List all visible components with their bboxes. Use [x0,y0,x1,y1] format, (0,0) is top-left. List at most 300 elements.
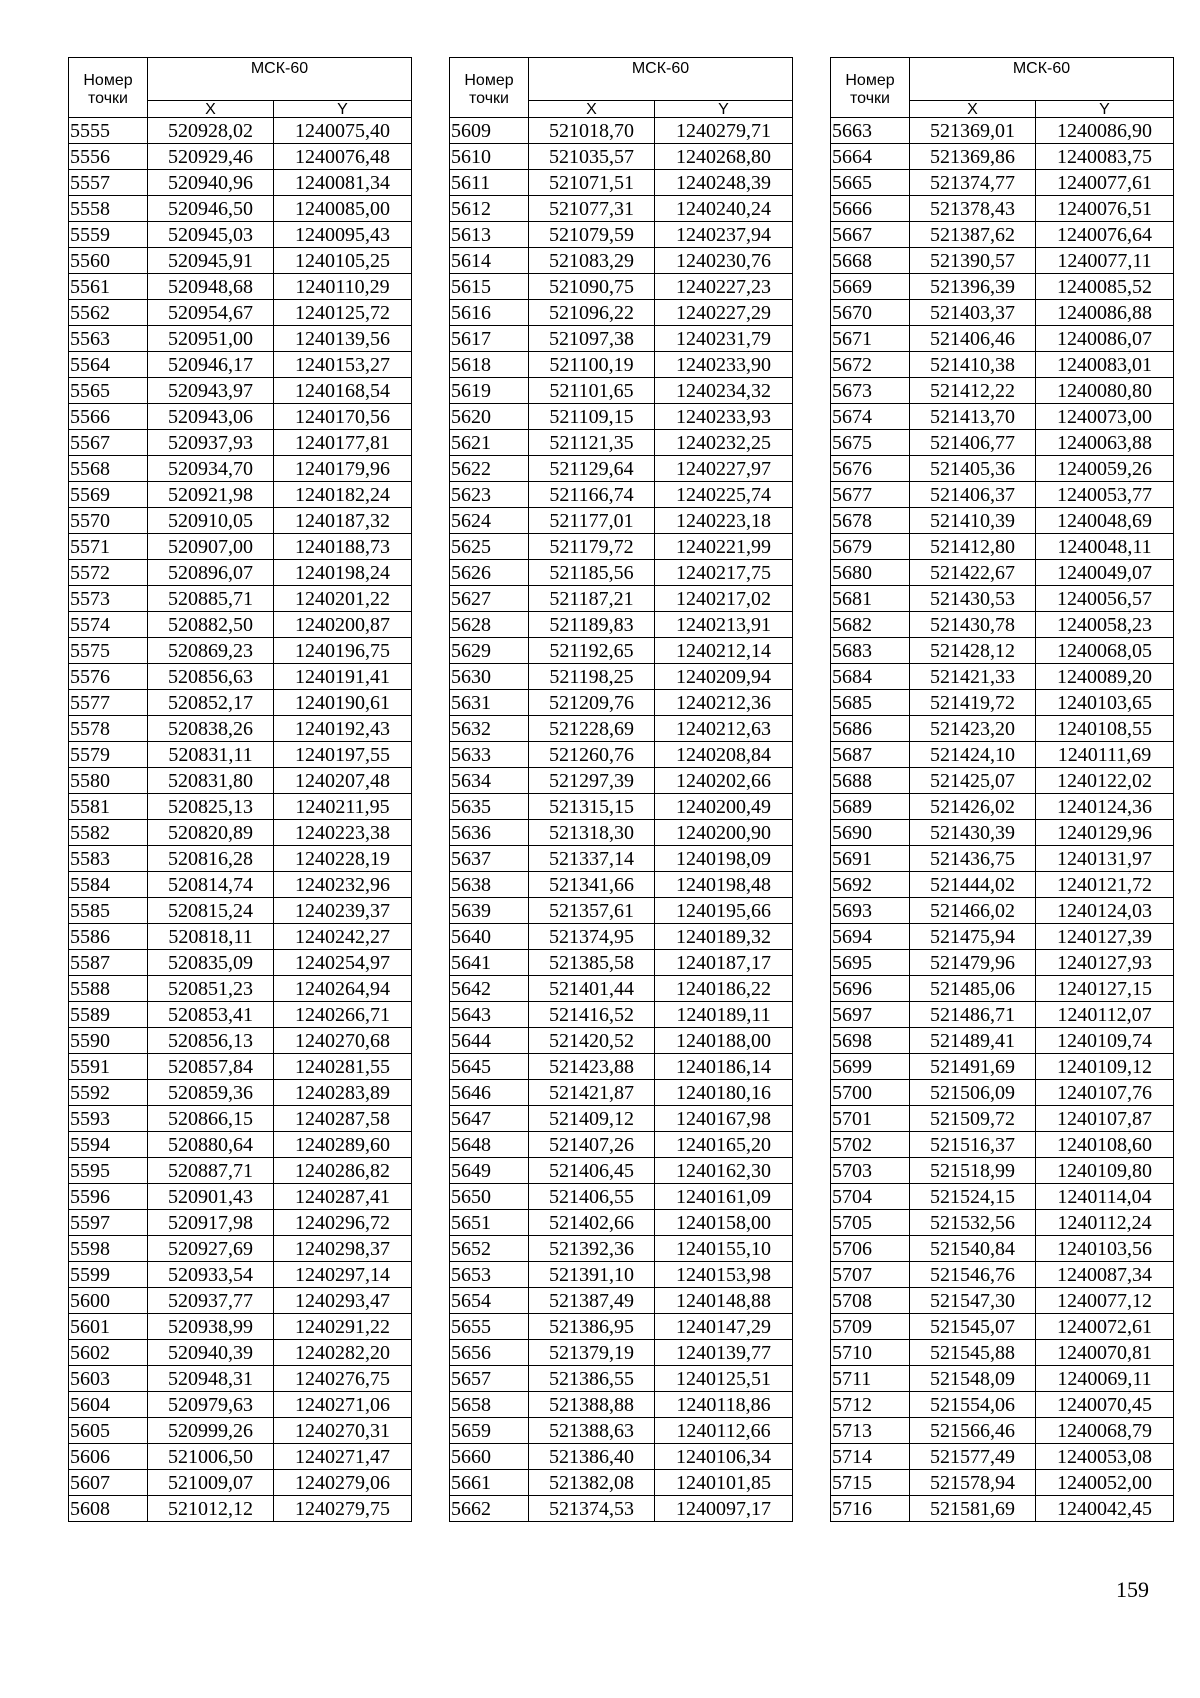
x-coordinate-cell: 521369,01 [910,118,1036,144]
y-coordinate-cell: 1240233,90 [655,352,793,378]
y-coordinate-cell: 1240287,58 [274,1106,412,1132]
table-row [831,118,1174,144]
y-coordinate-cell: 1240239,37 [274,898,412,924]
table-row [831,768,1174,794]
point-number-cell: 5571 [69,534,148,560]
x-coordinate-cell: 520882,50 [148,612,274,638]
x-coordinate-cell: 521581,69 [910,1496,1036,1522]
point-number-cell: 5655 [450,1314,529,1340]
point-number-cell: 5677 [831,482,910,508]
table-row [450,404,793,430]
table-row [831,1054,1174,1080]
x-coordinate-cell: 521423,20 [910,716,1036,742]
table-row [831,1496,1174,1522]
point-number-cell: 5701 [831,1106,910,1132]
point-number-cell: 5647 [450,1106,529,1132]
x-coordinate-cell: 520948,68 [148,274,274,300]
table-row [69,1236,412,1262]
point-number-cell: 5699 [831,1054,910,1080]
table-row [69,742,412,768]
x-coordinate-cell: 521421,33 [910,664,1036,690]
table-row [450,144,793,170]
x-coordinate-cell: 521546,76 [910,1262,1036,1288]
table-row [831,1132,1174,1158]
point-number-cell: 5606 [69,1444,148,1470]
y-coordinate-cell: 1240076,48 [274,144,412,170]
y-coordinate-cell: 1240042,45 [1036,1496,1174,1522]
x-coordinate-cell: 520907,00 [148,534,274,560]
point-number-cell: 5704 [831,1184,910,1210]
point-number-cell: 5570 [69,508,148,534]
table-row [831,1340,1174,1366]
point-number-cell: 5711 [831,1366,910,1392]
x-header: X [910,101,1036,118]
y-coordinate-cell: 1240200,87 [274,612,412,638]
y-coordinate-cell: 1240208,84 [655,742,793,768]
y-coordinate-cell: 1240155,10 [655,1236,793,1262]
point-number-cell: 5574 [69,612,148,638]
x-coordinate-cell: 520816,28 [148,846,274,872]
x-coordinate-cell: 520946,17 [148,352,274,378]
table-row [69,1366,412,1392]
point-number-cell: 5688 [831,768,910,794]
point-number-cell: 5687 [831,742,910,768]
x-coordinate-cell: 521096,22 [529,300,655,326]
x-coordinate-cell: 521396,39 [910,274,1036,300]
y-coordinate-cell: 1240177,81 [274,430,412,456]
point-number-cell: 5656 [450,1340,529,1366]
point-number-cell: 5715 [831,1470,910,1496]
point-number-cell: 5697 [831,1002,910,1028]
table-row [69,1262,412,1288]
y-coordinate-cell: 1240056,57 [1036,586,1174,612]
point-number-cell: 5614 [450,248,529,274]
point-number-cell: 5707 [831,1262,910,1288]
y-coordinate-cell: 1240268,80 [655,144,793,170]
point-number-cell: 5653 [450,1262,529,1288]
y-coordinate-cell: 1240212,63 [655,716,793,742]
x-coordinate-cell: 521466,02 [910,898,1036,924]
table-row [450,1470,793,1496]
table-row [450,326,793,352]
table-row [450,716,793,742]
table-row [450,1210,793,1236]
point-number-cell: 5562 [69,300,148,326]
x-coordinate-cell: 521185,56 [529,560,655,586]
x-coordinate-cell: 521518,99 [910,1158,1036,1184]
y-coordinate-cell: 1240114,04 [1036,1184,1174,1210]
point-number-cell: 5694 [831,924,910,950]
table-row [831,1392,1174,1418]
point-number-cell: 5673 [831,378,910,404]
x-coordinate-cell: 521177,01 [529,508,655,534]
y-coordinate-cell: 1240242,27 [274,924,412,950]
point-number-cell: 5629 [450,638,529,664]
table-row [450,430,793,456]
y-coordinate-cell: 1240186,22 [655,976,793,1002]
y-coordinate-cell: 1240122,02 [1036,768,1174,794]
point-number-cell: 5576 [69,664,148,690]
point-number-cell: 5621 [450,430,529,456]
y-coordinate-cell: 1240109,80 [1036,1158,1174,1184]
point-number-cell: 5600 [69,1288,148,1314]
point-number-cell: 5681 [831,586,910,612]
table-row [69,1288,412,1314]
y-coordinate-cell: 1240207,48 [274,768,412,794]
x-coordinate-cell: 521489,41 [910,1028,1036,1054]
x-header: X [529,101,655,118]
table-row [831,300,1174,326]
table-row [831,1080,1174,1106]
y-coordinate-cell: 1240234,32 [655,378,793,404]
x-coordinate-cell: 520917,98 [148,1210,274,1236]
y-coordinate-cell: 1240110,29 [274,274,412,300]
y-coordinate-cell: 1240129,96 [1036,820,1174,846]
point-number-cell: 5668 [831,248,910,274]
y-coordinate-cell: 1240179,96 [274,456,412,482]
x-coordinate-cell: 521129,64 [529,456,655,482]
x-coordinate-cell: 521388,88 [529,1392,655,1418]
x-coordinate-cell: 521187,21 [529,586,655,612]
table-row [450,456,793,482]
x-coordinate-cell: 520851,23 [148,976,274,1002]
table-row [831,508,1174,534]
point-number-cell: 5635 [450,794,529,820]
y-coordinate-cell: 1240264,94 [274,976,412,1002]
x-coordinate-cell: 521369,86 [910,144,1036,170]
table-row [831,222,1174,248]
point-number-cell: 5646 [450,1080,529,1106]
x-coordinate-cell: 521412,80 [910,534,1036,560]
x-coordinate-cell: 521297,39 [529,768,655,794]
point-number-cell: 5654 [450,1288,529,1314]
table-row [831,690,1174,716]
point-number-cell: 5648 [450,1132,529,1158]
table-row [69,1028,412,1054]
table-row [831,586,1174,612]
x-coordinate-cell: 521386,40 [529,1444,655,1470]
table-row [450,1340,793,1366]
point-number-cell: 5617 [450,326,529,352]
point-number-cell: 5657 [450,1366,529,1392]
x-coordinate-cell: 521406,46 [910,326,1036,352]
table-row [450,1158,793,1184]
point-number-cell: 5611 [450,170,529,196]
table-row [450,612,793,638]
table-row [831,170,1174,196]
table-row [831,144,1174,170]
point-number-cell: 5593 [69,1106,148,1132]
table-row [69,560,412,586]
x-coordinate-cell: 520954,67 [148,300,274,326]
point-number-cell: 5691 [831,846,910,872]
y-coordinate-cell: 1240227,23 [655,274,793,300]
x-coordinate-cell: 520933,54 [148,1262,274,1288]
x-coordinate-cell: 520857,84 [148,1054,274,1080]
x-coordinate-cell: 521419,72 [910,690,1036,716]
point-number-cell: 5612 [450,196,529,222]
table-row [69,1496,412,1522]
x-coordinate-cell: 520825,13 [148,794,274,820]
point-number-cell: 5615 [450,274,529,300]
x-coordinate-cell: 521421,87 [529,1080,655,1106]
point-number-cell: 5684 [831,664,910,690]
table-row [69,1054,412,1080]
y-coordinate-cell: 1240070,81 [1036,1340,1174,1366]
point-number-cell: 5690 [831,820,910,846]
x-coordinate-cell: 520943,97 [148,378,274,404]
x-coordinate-cell: 521577,49 [910,1444,1036,1470]
table-row [69,1314,412,1340]
y-coordinate-cell: 1240270,31 [274,1418,412,1444]
x-coordinate-cell: 521192,65 [529,638,655,664]
y-coordinate-cell: 1240073,00 [1036,404,1174,430]
y-coordinate-cell: 1240087,34 [1036,1262,1174,1288]
point-number-cell: 5638 [450,872,529,898]
x-coordinate-cell: 521486,71 [910,1002,1036,1028]
table-row [831,404,1174,430]
y-coordinate-cell: 1240101,85 [655,1470,793,1496]
x-coordinate-cell: 520979,63 [148,1392,274,1418]
point-number-cell: 5627 [450,586,529,612]
x-coordinate-cell: 520831,11 [148,742,274,768]
x-coordinate-cell: 520818,11 [148,924,274,950]
y-coordinate-cell: 1240240,24 [655,196,793,222]
point-number-cell: 5601 [69,1314,148,1340]
point-number-cell: 5595 [69,1158,148,1184]
table-row [831,352,1174,378]
y-coordinate-cell: 1240192,43 [274,716,412,742]
y-coordinate-cell: 1240059,26 [1036,456,1174,482]
y-coordinate-cell: 1240105,25 [274,248,412,274]
y-coordinate-cell: 1240095,43 [274,222,412,248]
table-row [69,1106,412,1132]
point-number-cell: 5672 [831,352,910,378]
x-coordinate-cell: 521357,61 [529,898,655,924]
y-coordinate-cell: 1240289,60 [274,1132,412,1158]
y-coordinate-cell: 1240209,94 [655,664,793,690]
table-row [69,430,412,456]
y-coordinate-cell: 1240283,89 [274,1080,412,1106]
x-coordinate-cell: 520835,09 [148,950,274,976]
y-coordinate-cell: 1240200,90 [655,820,793,846]
point-number-cell: 5577 [69,690,148,716]
point-number-cell: 5565 [69,378,148,404]
table-row [450,768,793,794]
y-coordinate-cell: 1240124,03 [1036,898,1174,924]
table-row [69,846,412,872]
table-row [450,638,793,664]
x-coordinate-cell: 520929,46 [148,144,274,170]
x-coordinate-cell: 520866,15 [148,1106,274,1132]
y-coordinate-cell: 1240189,32 [655,924,793,950]
table-row [831,664,1174,690]
x-coordinate-cell: 521516,37 [910,1132,1036,1158]
x-coordinate-cell: 520856,13 [148,1028,274,1054]
y-coordinate-cell: 1240165,20 [655,1132,793,1158]
coordinate-system-header: МСК-60 [910,58,1174,101]
table-row [450,1002,793,1028]
point-number-cell: 5698 [831,1028,910,1054]
point-number-cell: 5716 [831,1496,910,1522]
y-coordinate-cell: 1240063,88 [1036,430,1174,456]
y-coordinate-cell: 1240217,02 [655,586,793,612]
table-row [831,1158,1174,1184]
table-row [831,872,1174,898]
x-coordinate-cell: 521386,55 [529,1366,655,1392]
point-number-cell: 5713 [831,1418,910,1444]
y-coordinate-cell: 1240153,98 [655,1262,793,1288]
point-number-cell: 5660 [450,1444,529,1470]
table-row [69,1002,412,1028]
y-coordinate-cell: 1240196,75 [274,638,412,664]
table-row [831,326,1174,352]
table-row [450,1236,793,1262]
y-coordinate-cell: 1240068,05 [1036,638,1174,664]
point-number-cell: 5581 [69,794,148,820]
point-number-cell: 5649 [450,1158,529,1184]
x-coordinate-cell: 520927,69 [148,1236,274,1262]
point-number-cell: 5604 [69,1392,148,1418]
x-coordinate-cell: 521392,36 [529,1236,655,1262]
point-number-cell: 5579 [69,742,148,768]
table-row [450,586,793,612]
x-coordinate-cell: 521409,12 [529,1106,655,1132]
x-coordinate-cell: 521426,02 [910,794,1036,820]
table-row [450,1444,793,1470]
table-row [69,872,412,898]
table-row [450,560,793,586]
y-coordinate-cell: 1240198,48 [655,872,793,898]
point-number-cell: 5679 [831,534,910,560]
table-row [450,924,793,950]
x-coordinate-cell: 521422,67 [910,560,1036,586]
y-coordinate-cell: 1240231,79 [655,326,793,352]
point-number-header: Номер точки [831,58,910,118]
x-coordinate-cell: 521547,30 [910,1288,1036,1314]
y-coordinate-cell: 1240089,20 [1036,664,1174,690]
x-coordinate-cell: 521406,45 [529,1158,655,1184]
y-coordinate-cell: 1240077,61 [1036,170,1174,196]
point-number-cell: 5659 [450,1418,529,1444]
y-coordinate-cell: 1240233,93 [655,404,793,430]
y-coordinate-cell: 1240227,97 [655,456,793,482]
point-number-cell: 5692 [831,872,910,898]
y-coordinate-cell: 1240086,07 [1036,326,1174,352]
y-coordinate-cell: 1240111,69 [1036,742,1174,768]
x-coordinate-cell: 520887,71 [148,1158,274,1184]
point-number-cell: 5591 [69,1054,148,1080]
table-row [831,1236,1174,1262]
table-row [831,638,1174,664]
y-coordinate-cell: 1240279,75 [274,1496,412,1522]
x-coordinate-cell: 521548,09 [910,1366,1036,1392]
point-number-cell: 5630 [450,664,529,690]
y-coordinate-cell: 1240191,41 [274,664,412,690]
y-coordinate-cell: 1240075,40 [274,118,412,144]
x-coordinate-cell: 521509,72 [910,1106,1036,1132]
point-number-cell: 5616 [450,300,529,326]
x-coordinate-cell: 521109,15 [529,404,655,430]
point-number-header: Номер точки [69,58,148,118]
point-number-cell: 5603 [69,1366,148,1392]
table-row [450,482,793,508]
y-coordinate-cell: 1240223,38 [274,820,412,846]
point-number-cell: 5683 [831,638,910,664]
point-number-cell: 5622 [450,456,529,482]
table-row [450,1314,793,1340]
table-row [831,1444,1174,1470]
table-row [69,1184,412,1210]
table-row [450,1106,793,1132]
y-coordinate-cell: 1240058,23 [1036,612,1174,638]
point-number-cell: 5568 [69,456,148,482]
y-coordinate-cell: 1240076,51 [1036,196,1174,222]
x-coordinate-cell: 521430,39 [910,820,1036,846]
point-number-cell: 5696 [831,976,910,1002]
table-row [69,404,412,430]
y-coordinate-cell: 1240076,64 [1036,222,1174,248]
table-row [831,1314,1174,1340]
x-coordinate-cell: 521337,14 [529,846,655,872]
point-number-cell: 5608 [69,1496,148,1522]
point-number-cell: 5700 [831,1080,910,1106]
point-number-cell: 5682 [831,612,910,638]
x-coordinate-cell: 521018,70 [529,118,655,144]
x-coordinate-cell: 520938,99 [148,1314,274,1340]
y-coordinate-cell: 1240158,00 [655,1210,793,1236]
point-number-cell: 5607 [69,1470,148,1496]
point-number-cell: 5633 [450,742,529,768]
x-coordinate-cell: 520946,50 [148,196,274,222]
y-coordinate-cell: 1240048,69 [1036,508,1174,534]
x-coordinate-cell: 521385,58 [529,950,655,976]
point-number-cell: 5590 [69,1028,148,1054]
point-number-cell: 5662 [450,1496,529,1522]
point-number-header: Номер точки [450,58,529,118]
x-coordinate-cell: 521424,10 [910,742,1036,768]
x-coordinate-cell: 521382,08 [529,1470,655,1496]
y-coordinate-cell: 1240223,18 [655,508,793,534]
page-number: 159 [1116,1577,1149,1602]
x-coordinate-cell: 520921,98 [148,482,274,508]
point-number-cell: 5710 [831,1340,910,1366]
table-row [69,456,412,482]
x-coordinate-cell: 521071,51 [529,170,655,196]
y-coordinate-cell: 1240083,75 [1036,144,1174,170]
point-number-cell: 5560 [69,248,148,274]
point-number-cell: 5555 [69,118,148,144]
table-row [69,716,412,742]
x-coordinate-cell: 520820,89 [148,820,274,846]
x-coordinate-cell: 520901,43 [148,1184,274,1210]
x-coordinate-cell: 521341,66 [529,872,655,898]
y-coordinate-cell: 1240118,86 [655,1392,793,1418]
x-coordinate-cell: 521374,53 [529,1496,655,1522]
point-number-cell: 5650 [450,1184,529,1210]
y-coordinate-cell: 1240211,95 [274,794,412,820]
table-row [450,690,793,716]
table-row [831,846,1174,872]
point-number-cell: 5583 [69,846,148,872]
x-coordinate-cell: 521090,75 [529,274,655,300]
y-coordinate-cell: 1240162,30 [655,1158,793,1184]
x-coordinate-cell: 521405,36 [910,456,1036,482]
point-number-cell: 5610 [450,144,529,170]
y-coordinate-cell: 1240052,00 [1036,1470,1174,1496]
point-number-cell: 5664 [831,144,910,170]
y-coordinate-cell: 1240202,66 [655,768,793,794]
